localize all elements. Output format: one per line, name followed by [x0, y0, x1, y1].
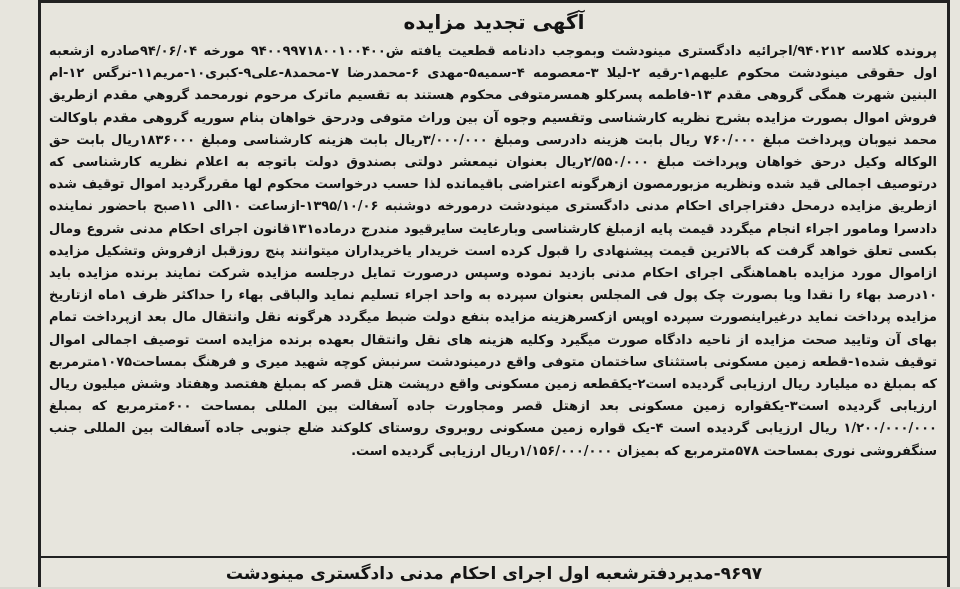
notice-signature: ۹۶۹۷-مدیردفترشعبه اول اجرای احکام مدنی دادگستری مینودشت: [225, 564, 763, 584]
notice-title: آگهی تجدید مزایده: [403, 10, 585, 34]
notice-frame: [38, 0, 950, 587]
footer-divider: [41, 556, 947, 558]
notice-body: پرونده کلاسه ۹۴۰۲۱۲/اجرائیه دادگستری مینودشت وبموجب دادنامه قطعیت یافته ش۹۴۰۰۹۹۷۱۸۰۰۱۰۰۴۰۰ مورخه ۹۴/۰۶/۰۴صادره ازشعبه اول حقوقی مینودشت محکوم علیهم۱-رقیه ۲-لیلا ۳-معصومه ۴-سمیه۵-مهدی ۶-محمدرضا ۷-محمد۸-علی۹-کبری۱۰-مریم۱۱-نرگس ۱۲-ام البنین شهرت همگی گروهی مقدم ۱۳-فاطمه پسرکلو همسرمتوفی محکوم هستند به تقسیم ماترک مرحوم نورمحمد گروهي مقدم ازطریق فروش اموال بصورت مزایده بشرح نظریه کارشناسی وتقسیم وجوه آن بین وراث متوفی ودرحق خواهان بنام سوریه گروهی مقدم باوکالت محمد نیوبان وپرداخت مبلغ ۷۶۰/۰۰۰ ریال بابت هزینه دادرسی ومبلغ ۳/۰۰۰/۰۰۰ریال بابت هزینه کارشناسی ومبلغ ۱۸۳۶۰۰۰ریال بابت حق الوکاله وکیل درحق خواهان وپرداخت مبلغ ۲/۵۵۰/۰۰۰ریال بعنوان نیمعشر دولتی بصندوق دولت باتوجه به اعلام نظریه کارشناسی که درتوصیف اجمالی قید شده ونظریه مزبورمصون ازهرگونه اعتراضی باقیمانده لذا حسب درخواست محکوم لها مقررگردید اموال توقیف شده ازطریق مزایده درمحل دفتراجرای احکام مدنی دادگستری مینودشت درمورخه دوشنبه ۱۳۹۵/۱۰/۰۶-ازساعت ۱۰الی ۱۱صبح باحضور نماینده دادسرا ومامور اجراء انجام میگردد قیمت پایه ازمبلغ کارشناسی وبارعایت سایرقیود مندرج درماده۱۳۱قانون اجرای احکام مدنی شروع ومال بکسی تعلق خواهد گرفت که بالاترین قیمت پیشنهادی را قبول کرده است خریدار یاخریداران میتوانند پنج روزقبل ازفروش وتشکیل مزایده ازاموال مورد مزایده باهماهنگی اجرای احکام مدنی بازدید نموده وسپس درصورت تمایل درجلسه مزایده شرکت نمایند برنده مزایده باید ۱۰درصد بهاء را نقدا ویا بصورت چک پول فی المجلس بعنوان سپرده به واحد اجراء تسلیم نماید والباقی بهاء را حداکثر ظرف ۱ماه ازتاریخ مزایده پرداخت نماید درغیراینصورت سپرده اوپس ازکسرهزینه مزایده بنفع دولت ضبط میگردد هرگونه نقل وانتقال مال بعد ازپرداخت تمام بهای آن وتایید صحت مزایده از ناحیه دادگاه صورت میگیرد وکلیه هزینه های نقل وانتقال بعهده برنده مزایده است توصیف اجمالی اموال توقیف شده۱-قطعه زمین مسکونی باستثنای ساختمان متوفی واقع درمینودشت سرنبش کوچه شهید میری و فرهنگ بمساحت۱۰۷۵مترمربع که بمبلغ ده میلیارد ریال ارزیابی گردیده است۲-یکقطعه زمین مسکونی واقع درپشت هتل قصر که بمبلغ هفتصد وهفتاد وشش میلیون ریال ارزیابی گردیده است۳-یکقواره زمین مسکونی بعد ازهتل قصر ومجاورت جاده آسفالت بین المللی بمساحت ۶۰۰مترمربع که بمبلغ ۱/۲۰۰/۰۰۰/۰۰۰ ریال ارزیابی گردیده است ۴-یک قواره زمین مسکونی روبروی روستای کلوکند ضلع جنوبی جاده آسفالت بین المللی جنب سنگفروشی نوری بمساحت ۵۷۸مترمربع که بمیزان ۱/۱۵۶/۰۰۰/۰۰۰ریال ارزیابی گردیده است.: [49, 44, 937, 459]
